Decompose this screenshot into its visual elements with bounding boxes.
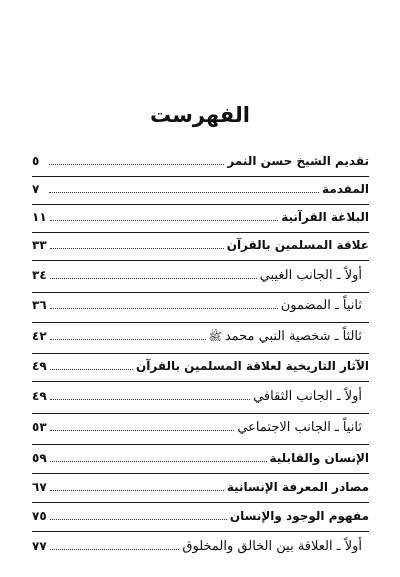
- toc-entry-label: أولاً ـ الجانب الثقافي: [253, 389, 362, 404]
- divider: [32, 322, 369, 323]
- toc-entry-page: ٣٦: [32, 298, 47, 312]
- dot-leader: [50, 338, 206, 340]
- toc-entry-human-capacity: [32, 451, 369, 471]
- dot-leader: [50, 429, 235, 431]
- toc-entry-label: أولاً ـ الجانب الغيبي: [259, 268, 362, 283]
- divider: [32, 353, 369, 354]
- toc-subentry-prophet: [32, 329, 369, 349]
- divider: [32, 473, 369, 474]
- dot-leader: [50, 307, 278, 309]
- toc-entry-label: علاقة المسلمين بالقرآن: [226, 238, 369, 252]
- dot-leader: [49, 163, 224, 165]
- toc-entry-page: ١١: [32, 210, 47, 224]
- toc-entry-existence-human: [32, 509, 369, 529]
- dot-leader: [50, 219, 279, 221]
- toc-entry-label: مفهوم الوجود والإنسان: [229, 509, 369, 523]
- dot-leader: [50, 368, 133, 370]
- toc-entry-label: [209, 329, 369, 346]
- dot-leader: [50, 548, 180, 550]
- divider: [32, 381, 369, 382]
- dot-leader: [50, 277, 257, 279]
- divider: [32, 444, 369, 445]
- toc-subentry-unseen: [32, 268, 369, 288]
- toc-entry-page: ٥: [32, 154, 40, 168]
- toc-entry-page: ٧٥: [32, 509, 47, 523]
- toc-entry-page: ٧٧: [32, 539, 47, 553]
- toc-entry-page: ٤٢: [32, 329, 47, 343]
- toc-entry-page: ٣٣: [32, 238, 47, 252]
- divider: [32, 176, 369, 177]
- toc-entry-label: البلاغة القرآنية: [281, 210, 369, 224]
- honorific-glyph: ﷺ: [208, 330, 222, 343]
- toc-entry-preface: [32, 154, 369, 174]
- toc-entry-label: مصادر المعرفة الإنسانية: [226, 480, 369, 494]
- dot-leader: [50, 518, 227, 520]
- divider: [32, 531, 369, 532]
- divider: [32, 502, 369, 503]
- toc-subentry-cultural: [32, 389, 369, 409]
- divider: [32, 413, 369, 414]
- dot-leader: [50, 398, 250, 400]
- divider: [32, 260, 369, 261]
- toc-entry-label: ثانياً ـ المضمون: [280, 298, 362, 313]
- toc-entry-muslims-quran: [32, 238, 369, 258]
- toc-entry-label: الآثار التاريخية لعلاقة المسلمين بالقرآن: [136, 359, 369, 373]
- toc-entry-label: المقدمة: [322, 182, 369, 196]
- toc-entry-historical-effects: [32, 359, 369, 379]
- toc-subentry-social: [32, 420, 369, 440]
- dot-leader: [50, 460, 267, 462]
- divider: [32, 232, 369, 233]
- toc-entry-page: ٥٩: [32, 451, 47, 465]
- toc-entry-page: ٤٩: [32, 389, 47, 403]
- toc-entry-label: الإنسان والقابلية: [269, 451, 369, 465]
- toc-entry-page: ٦٧: [32, 480, 47, 494]
- toc-entry-page: ٣٤: [32, 268, 47, 282]
- page-title: الفهرست: [149, 103, 250, 127]
- toc-entry-label: تقديم الشيخ حسن النمر: [227, 154, 369, 168]
- divider: [32, 292, 369, 293]
- toc-entry-label: أولاً ـ العلاقة بين الخالق والمخلوق: [182, 539, 362, 554]
- divider: [32, 204, 369, 205]
- toc-entry-page: ٧: [32, 182, 40, 196]
- toc-entry-introduction: [32, 182, 369, 202]
- dot-leader: [50, 489, 224, 491]
- toc-entry-page: ٤٩: [32, 359, 47, 373]
- toc-subentry-creator-creation: [32, 539, 369, 559]
- toc-entry-eloquence: [32, 210, 369, 230]
- dot-leader: [50, 247, 224, 249]
- toc-entry-page: ٥٣: [32, 420, 47, 434]
- toc-entry-knowledge-sources: [32, 480, 369, 500]
- toc-subentry-content: [32, 298, 369, 318]
- toc-entry-label-text: ثالثاً ـ شخصية النبي محمد: [224, 329, 362, 344]
- toc-entry-label: ثانياً ـ الجانب الاجتماعي: [237, 420, 362, 435]
- dot-leader: [49, 191, 319, 193]
